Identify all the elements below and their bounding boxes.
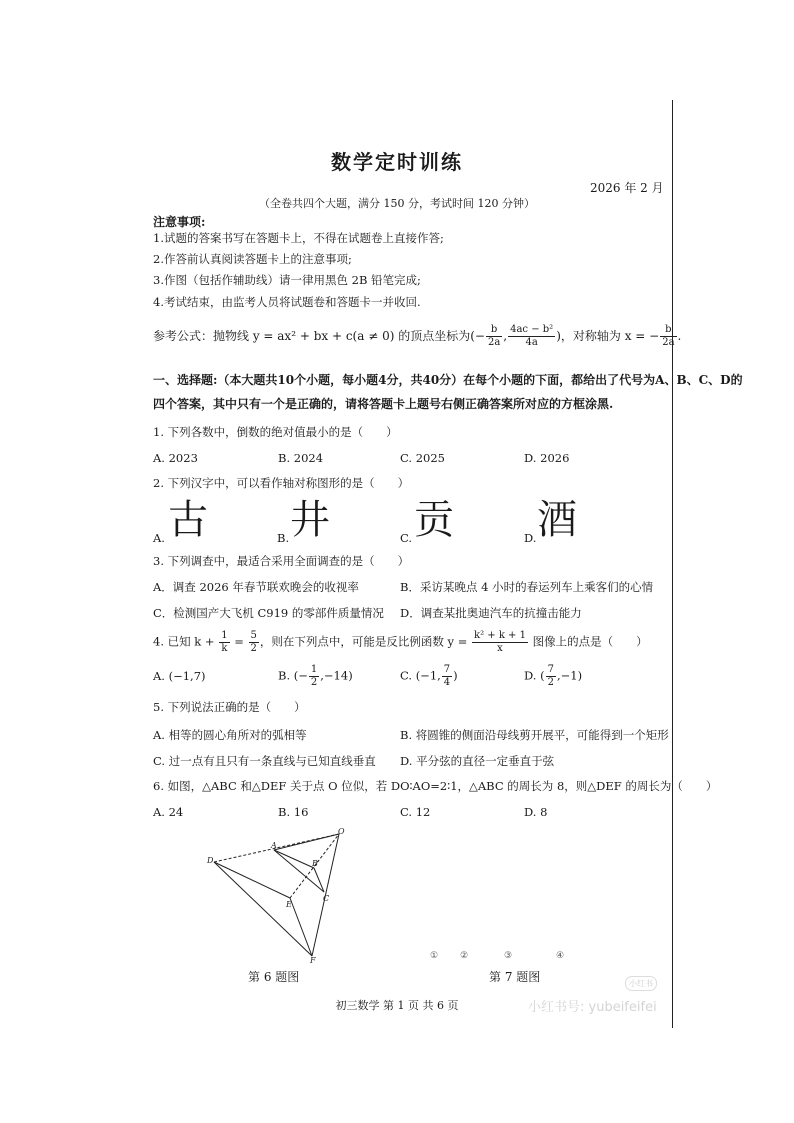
crescent-mark <box>435 869 440 878</box>
crescent-mark <box>527 878 532 887</box>
figure-6-caption: 第 6 题图 <box>248 970 300 984</box>
crescent-mark <box>551 851 556 860</box>
q4-option-c: C. (−1, $\frac{7}{4}$ ) <box>400 664 458 688</box>
formula-prefix: 参考公式：抛物线 y = ax² + bx + c(a ≠ 0) 的顶点坐标为 <box>153 329 471 343</box>
point-a-label: A <box>271 841 277 850</box>
q4-option-fraction: $\frac{7}{2}$ <box>547 664 554 688</box>
crescent-mark <box>507 896 512 905</box>
crescent-mark <box>567 869 572 878</box>
crescent-mark <box>465 869 470 878</box>
q2-option-b: B. <box>277 531 290 545</box>
crescent-mark <box>559 914 564 923</box>
q2-char-jing: 井 <box>290 497 330 543</box>
crescent-mark <box>515 869 520 878</box>
crescent-mark <box>473 887 478 896</box>
crescent-mark <box>559 896 564 905</box>
crescent-mark <box>507 878 512 887</box>
crescent-mark <box>559 887 564 896</box>
question-1-stem: 1. 下列各数中，倒数的绝对值最小的是（ ） <box>153 425 398 439</box>
line-ef <box>290 898 312 956</box>
crescent-mark <box>427 878 432 887</box>
formula-fraction: $\frac{b}{2a}$ <box>487 324 501 348</box>
crescent-mark <box>473 869 478 878</box>
q6-option-d: D. 8 <box>524 805 548 819</box>
exam-date: 2026 年 2 月 <box>590 181 664 195</box>
crescent-mark <box>491 887 496 896</box>
crescent-mark <box>435 887 440 896</box>
crescent-mark <box>567 887 572 896</box>
crescent-mark <box>567 851 572 860</box>
q4-fraction: $\frac{1}{k}$ <box>221 630 228 654</box>
crescent-mark <box>499 869 504 878</box>
crescent-mark <box>443 878 448 887</box>
note-item: 4.考试结束，由监考人员将试题卷和答题卡一并收回. <box>153 295 421 309</box>
crescent-mark <box>543 887 548 896</box>
q2-option-d: D. <box>524 531 537 545</box>
crescent-mark <box>559 869 564 878</box>
crescent-mark <box>575 860 580 869</box>
crescent-mark <box>465 860 470 869</box>
crescent-mark <box>473 878 478 887</box>
q4-option-fraction: $\frac{1}{2}$ <box>310 664 318 688</box>
note-item: 2.作答前认真阅读答题卡上的注意事项; <box>153 252 352 266</box>
crescent-mark <box>559 851 564 860</box>
watermark-badge: 小红书 <box>625 976 657 991</box>
crescent-mark <box>515 887 520 896</box>
q4-fraction: $\frac{5}{2}$ <box>250 630 257 654</box>
q1-option-d: D. 2026 <box>524 451 570 465</box>
crescent-mark <box>551 887 556 896</box>
pattern-2-label: ② <box>460 951 469 961</box>
crescent-mark <box>465 896 470 905</box>
point-e-label: E <box>286 900 292 909</box>
question-6-stem: 6. 如图，△ABC 和△DEF 关于点 O 位似，若 DO∶AO=2∶1，△ABC 的周长为 8，则△DEF 的周长为（ ） <box>153 779 718 793</box>
crescent-mark <box>559 905 564 914</box>
question-2-stem: 2. 下列汉字中，可以看作轴对称图形的是（ ） <box>153 476 410 490</box>
formula-fraction: $\frac{\text{4ac − b²}}{4a}$ <box>510 324 554 348</box>
formula-fraction: $\frac{b}{2a}$ <box>662 324 675 348</box>
crescent-mark <box>481 878 486 887</box>
crescent-mark <box>491 869 496 878</box>
crescent-mark <box>583 869 588 878</box>
crescent-mark <box>457 869 462 878</box>
crescent-mark <box>507 851 512 860</box>
crescent-mark <box>531 878 536 887</box>
crescent-mark <box>523 869 528 878</box>
page-footer: 初三数学 第 1 页 共 6 页 <box>335 999 459 1012</box>
crescent-mark <box>559 860 564 869</box>
q4-option-fraction: $\frac{7}{4}$ <box>443 664 451 688</box>
crescent-mark <box>575 878 580 887</box>
crescent-mark <box>551 869 556 878</box>
q1-option-c: C. 2025 <box>400 451 445 465</box>
crescent-mark <box>551 860 556 869</box>
crescent-mark <box>535 878 540 887</box>
q5-option-c: C. 过一点有且只有一条直线与已知直线垂直 <box>153 754 376 768</box>
crescent-mark <box>543 896 548 905</box>
q1-option-b: B. 2024 <box>278 451 324 465</box>
point-d-label: D <box>207 856 214 865</box>
line-df <box>214 862 312 956</box>
crescent-mark <box>567 905 572 914</box>
q2-char-gu: 古 <box>168 497 208 543</box>
q6-option-c: C. 12 <box>400 805 431 819</box>
crescent-mark <box>575 887 580 896</box>
crescent-mark <box>491 878 496 887</box>
crescent-mark <box>559 878 564 887</box>
q2-option-a: A. <box>153 531 165 545</box>
crescent-mark <box>583 878 588 887</box>
line-ao <box>274 834 339 850</box>
crescent-mark <box>567 860 572 869</box>
crescent-mark <box>465 878 470 887</box>
crescent-mark <box>523 878 528 887</box>
crescent-mark <box>535 869 540 878</box>
q3-option-d: D．调查某批奥迪汽车的抗撞击能力 <box>400 606 582 620</box>
crescent-mark <box>535 887 540 896</box>
q5-option-a: A. 相等的圆心角所对的弧相等 <box>153 728 307 742</box>
crescent-mark <box>583 887 588 896</box>
section-heading-cont: 四个答案，其中只有一个是正确的，请将答题卡上题号右侧正确答案所对应的方框涂黑. <box>153 397 614 411</box>
crescent-mark <box>449 878 454 887</box>
q4-fraction: $\frac{\text{k² + k + 1}}{x}$ <box>474 630 526 654</box>
q6-option-a: A. 24 <box>153 805 184 819</box>
question-3-stem: 3. 下列调查中，最适合采用全面调查的是（ ） <box>153 554 410 568</box>
crescent-mark <box>543 869 548 878</box>
crescent-mark <box>507 887 512 896</box>
crescent-mark <box>543 878 548 887</box>
question-4-stem: 4. 已知 k + $\frac{1}{k}$ = $\frac{5}{2}$ ，则在下列点中，可能是反比例函数 y = $\frac{\text{k² + k + 1}}{x}$ 图像上的点是（ ） <box>153 630 648 654</box>
figure-7-pattern <box>420 820 600 968</box>
exam-subtitle: （全卷共四个大题，满分 150 分，考试时间 120 分钟） <box>259 197 535 210</box>
figure-7-caption: 第 7 题图 <box>489 970 541 984</box>
q5-option-d: D. 平分弦的直径一定垂直于弦 <box>400 754 555 768</box>
crescent-mark <box>515 860 520 869</box>
point-f-label: F <box>310 956 316 965</box>
crescent-mark <box>515 896 520 905</box>
page-margin-rule <box>672 100 673 1028</box>
crescent-mark <box>567 896 572 905</box>
crescent-mark <box>551 896 556 905</box>
crescent-mark <box>507 905 512 914</box>
crescent-mark <box>499 896 504 905</box>
crescent-mark <box>483 878 488 887</box>
crescent-mark <box>499 860 504 869</box>
q3-option-b: B．采访某晚点 4 小时的春运列车上乘客们的心情 <box>400 580 654 594</box>
q4-option-d: D. ( $\frac{7}{2}$ ,−1) <box>524 664 583 688</box>
line-de <box>214 862 290 898</box>
q5-option-b: B. 将圆锥的侧面沿母线剪开展平，可能得到一个矩形 <box>400 728 669 742</box>
crescent-mark <box>567 878 572 887</box>
note-item: 1.试题的答案书写在答题卡上，不得在试题卷上直接作答; <box>153 231 444 245</box>
crescent-mark <box>543 860 548 869</box>
crescent-mark <box>515 878 520 887</box>
crescent-mark <box>457 887 462 896</box>
crescent-mark <box>523 887 528 896</box>
crescent-mark <box>465 887 470 896</box>
q4-option-b: B. (− $\frac{1}{2}$ ,−14) <box>278 664 353 688</box>
crescent-mark <box>551 878 556 887</box>
crescent-mark <box>575 869 580 878</box>
crescent-mark <box>435 878 440 887</box>
notes-heading: 注意事项: <box>153 215 206 229</box>
pattern-1-label: ① <box>430 951 439 961</box>
crescent-mark <box>559 842 564 851</box>
q3-option-a: A．调查 2026 年春节联欢晚会的收视率 <box>153 580 359 594</box>
crescent-mark <box>499 887 504 896</box>
reference-formula: 参考公式：抛物线 y = ax² + bx + c(a ≠ 0) 的顶点坐标为(− $\frac{b}{2a}$ , $\frac{\text{4ac − b²}}{4a}$ )，对称轴为 x = − $\frac{b}{2a}$ . <box>153 324 682 348</box>
formula-axis: ，对称轴为 x = − <box>560 329 660 343</box>
crescent-mark <box>507 860 512 869</box>
point-o-label: O <box>338 827 345 836</box>
q4-option-a: A. (−1,7) <box>153 669 206 683</box>
line-ab <box>274 850 314 868</box>
point-c-label: C <box>323 894 330 903</box>
question-5-stem: 5. 下列说法正确的是（ ） <box>153 700 306 714</box>
crescent-mark <box>507 869 512 878</box>
q2-option-c: C. <box>400 531 413 545</box>
q3-option-c: C．检测国产大飞机 C919 的零部件质量情况 <box>153 606 384 620</box>
q1-option-a: A. 2023 <box>153 451 198 465</box>
crescent-mark <box>457 878 462 887</box>
exam-title: 数学定时训练 <box>331 150 463 174</box>
crescent-mark <box>551 905 556 914</box>
note-item: 3.作图（包括作辅助线）请一律用黑色 2B 铅笔完成; <box>153 273 421 287</box>
figure-6-diagram <box>200 826 350 966</box>
q6-option-b: B. 16 <box>278 805 309 819</box>
pattern-4-label: ④ <box>556 951 565 961</box>
q2-char-gong: 贡 <box>414 497 454 543</box>
crescent-mark <box>575 896 580 905</box>
watermark-text: 小红书号: yubeifeifei <box>528 1000 657 1015</box>
q2-char-jiu: 酒 <box>537 497 577 543</box>
crescent-mark <box>499 878 504 887</box>
section-heading: 一、选择题:（本大题共10个小题，每小题4分，共40分）在每个小题的下面，都给出了代号为A、B、C、D的 <box>153 373 743 387</box>
crescent-mark <box>591 878 596 887</box>
pattern-3-label: ③ <box>504 951 513 961</box>
point-b-label: B <box>312 859 318 868</box>
